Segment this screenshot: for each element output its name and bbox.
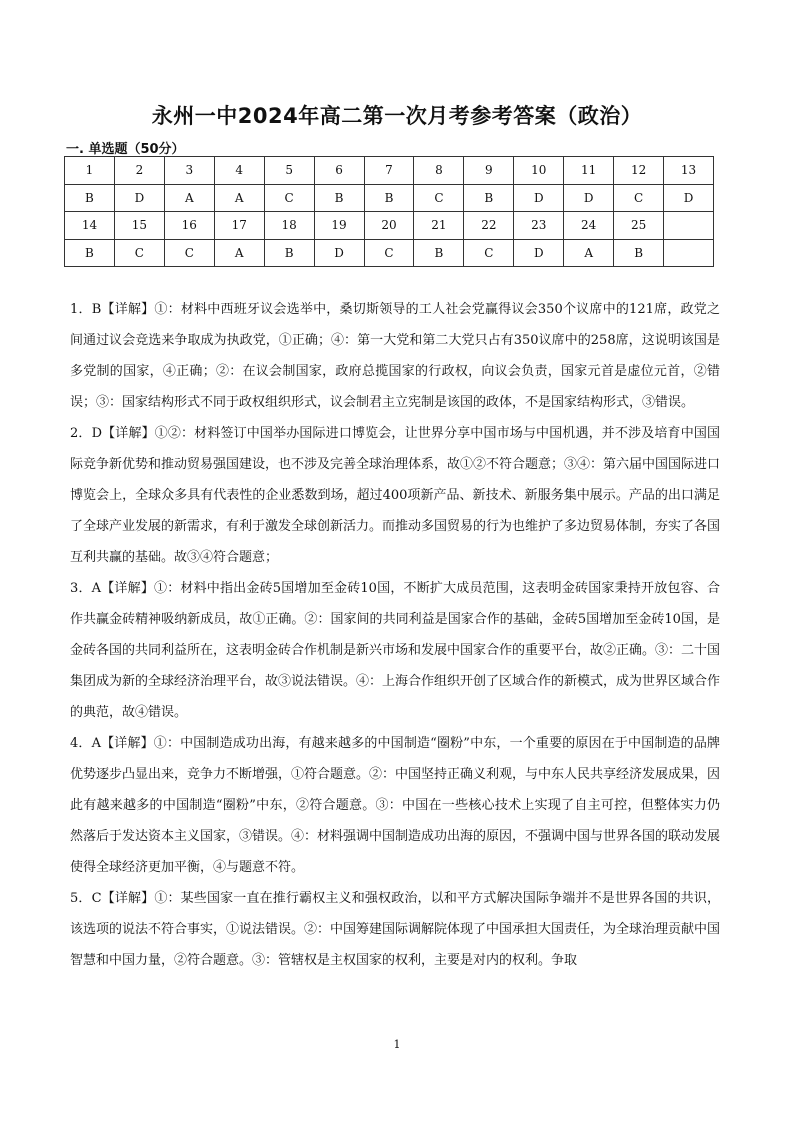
explanation-paragraph: 4．A【详解】①：中国制造成功出海，有越来越多的中国制造“圈粉”中东，一个重要的原因在于中国制造的品牌优势逐步凸显出来，竞争力不断增强，①符合题意。②：中国坚持正确义利观，与中东人民共享经济发展成果，因此有越来越多的中国制造“圈粉”中东，②符合题意。③：中国在一些核心技术上实现了自主可控，但整体实力仍然落后于发达资本主义国家，③错误。④：材料强调中国制造成功出海的原因，不强调中国与世界各国的联动发展使得全球经济更加平衡，④与题意不符。 (70, 736, 721, 875)
answer-cell: C (164, 239, 214, 267)
answer-cell: B (314, 184, 364, 212)
answer-cell: C (264, 184, 314, 212)
answer-cell: A (164, 184, 214, 212)
answer-cell: D (114, 184, 164, 212)
question-number: 16 (164, 212, 214, 240)
question-number: 25 (614, 212, 664, 240)
answer-row-numbers-1 (65, 157, 714, 185)
question-number: 12 (614, 157, 664, 185)
answer-cell: A (214, 184, 264, 212)
answer-cell: B (264, 239, 314, 267)
question-number: 17 (214, 212, 264, 240)
answer-cell: D (664, 184, 714, 212)
question-number: 5 (264, 157, 314, 185)
question-number: 20 (364, 212, 414, 240)
answer-cell (664, 239, 714, 267)
question-number: 8 (414, 157, 464, 185)
question-number: 24 (564, 212, 614, 240)
explanation-paragraph: 3．A【详解】①：材料中指出金砖5国增加至金砖10国，不断扩大成员范围，这表明金砖国家秉持开放包容、合作共赢金砖精神吸纳新成员，故①正确。②：国家间的共同利益是国家合作的基础，金砖5国增加至金砖10国，是金砖各国的共同利益所在，这表明金砖合作机制是新兴市场和发展中国家合作的重要平台，故②正确。③：二十国集团成为新的全球经济治理平台，故③说法错误。④：上海合作组织开创了区域合作的新模式，成为世界区域合作的典范，故④错误。 (70, 581, 721, 720)
answer-cell: D (514, 239, 564, 267)
answer-cell: C (464, 239, 514, 267)
answer-cell: A (214, 239, 264, 267)
question-number: 3 (164, 157, 214, 185)
explanation-paragraph: 1．B【详解】①：材料中西班牙议会选举中，桑切斯领导的工人社会党赢得议会350个议席中的121席，政党之间通过议会竞选来争取成为执政党，①正确；④：第一大党和第二大党只占有350议席中的258席，这说明该国是多党制的国家，④正确；②：在议会制国家，政府总揽国家的行政权，向议会负责，国家元首是虚位元首，②错误；③：国家结构形式不同于政权组织形式，议会制君主立宪制是该国的政体，不是国家结构形式，③错误。 (70, 302, 720, 410)
section-heading: 一. 单选题（50分） (66, 142, 185, 157)
answer-cell: B (614, 239, 664, 267)
answer-cell: C (114, 239, 164, 267)
question-number: 4 (214, 157, 264, 185)
question-number: 2 (114, 157, 164, 185)
answer-cell: C (614, 184, 664, 212)
page-number: 1 (393, 1038, 401, 1051)
question-number (664, 212, 714, 240)
question-number: 18 (264, 212, 314, 240)
question-number: 10 (514, 157, 564, 185)
answer-cell: D (514, 184, 564, 212)
answer-cell: B (65, 184, 115, 212)
answer-cell: B (414, 239, 464, 267)
question-number: 7 (364, 157, 414, 185)
question-number: 13 (664, 157, 714, 185)
question-number: 14 (65, 212, 115, 240)
explanation-paragraph: 5．C【详解】①：某些国家一直在推行霸权主义和强权政治，以和平方式解决国际争端并不是世界各国的共识，该选项的说法不符合事实，①说法错误。②：中国筹建国际调解院体现了中国承担大国责任，为全球治理贡献中国智慧和中国力量，②符合题意。③：管辖权是主权国家的权利，主要是对内的权利。争取 (70, 891, 721, 968)
answer-cell: D (564, 184, 614, 212)
question-number: 22 (464, 212, 514, 240)
answer-cell: C (414, 184, 464, 212)
answer-table (64, 156, 714, 267)
answer-row-values-2 (65, 239, 714, 267)
question-number: 11 (564, 157, 614, 185)
question-number: 9 (464, 157, 514, 185)
answer-cell: D (314, 239, 364, 267)
answer-row-numbers-2 (65, 212, 714, 240)
question-number: 21 (414, 212, 464, 240)
question-number: 1 (65, 157, 115, 185)
answer-cell: B (464, 184, 514, 212)
page-title: 永州一中2024年高二第一次月考参考答案（政治） (151, 104, 643, 128)
answer-cell: A (564, 239, 614, 267)
answer-cell: B (65, 239, 115, 267)
question-number: 23 (514, 212, 564, 240)
answer-row-values-1 (65, 184, 714, 212)
answer-cell: B (364, 184, 414, 212)
question-number: 15 (114, 212, 164, 240)
question-number: 6 (314, 157, 364, 185)
explanation-paragraph: 2．D【详解】①②：材料签订中国举办国际进口博览会，让世界分享中国市场与中国机遇，并不涉及培育中国国际竞争新优势和推动贸易强国建设，也不涉及完善全球治理体系，故①②不符合题意；③④：第六届中国国际进口博览会上，全球众多具有代表性的企业悉数到场，超过400项新产品、新技术、新服务集中展示。产品的出口满足了全球产业发展的新需求，有利于激发全球创新活力。而推动多国贸易的行为也维护了多边贸易体制，夯实了各国互利共赢的基础。故③④符合题意； (70, 426, 721, 565)
answer-cell: C (364, 239, 414, 267)
question-number: 19 (314, 212, 364, 240)
explanations (70, 294, 720, 976)
